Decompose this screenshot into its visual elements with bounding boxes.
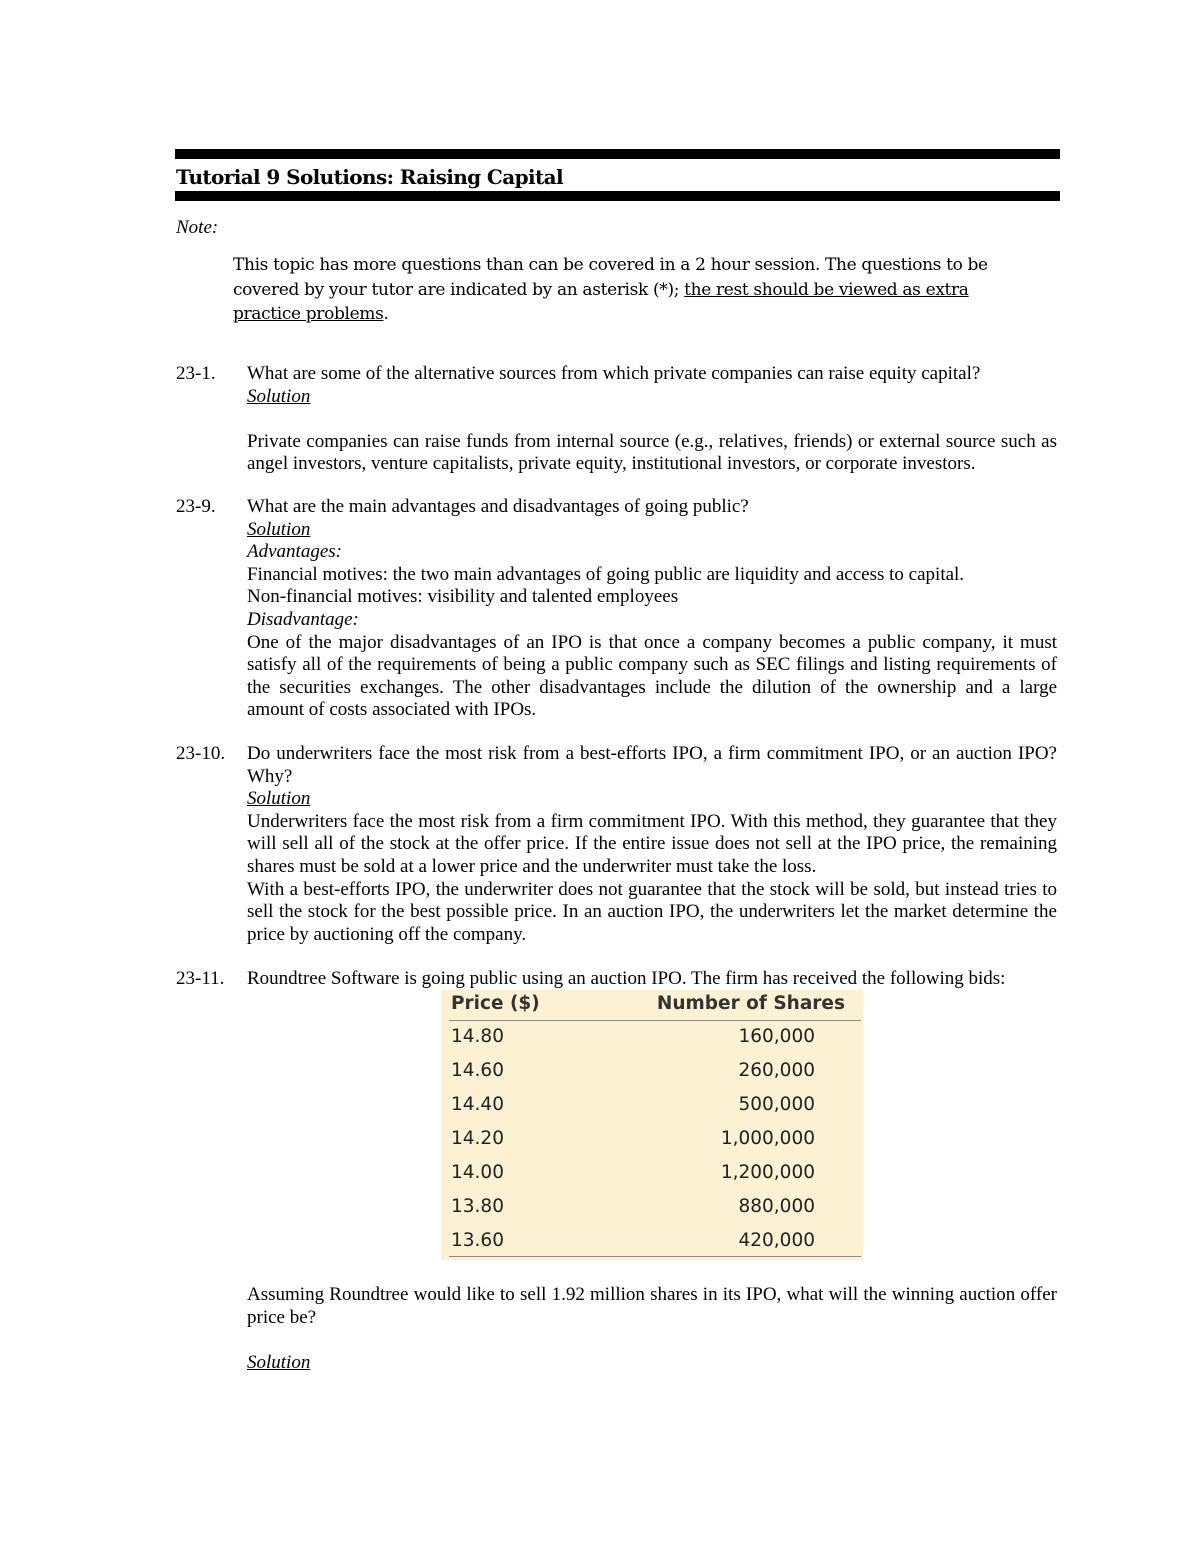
disadvantage-text: One of the major disadvantages of an IPO is that once a company becomes a public company, it must satisfy all of the requirements of being a public company such as SEC filings and listing requirements of the securities exchanges. The other disadvantages include the dilution of the ownership and a large amount of costs associated with IPOs. <box>247 631 1057 721</box>
price-cell: 13.80 <box>451 1196 504 1217</box>
table-bottom-divider <box>449 1256 861 1257</box>
price-cell: 13.60 <box>451 1230 504 1251</box>
shares-cell: 500,000 <box>738 1094 815 1115</box>
question-number-23-10: 23-10. <box>176 743 226 764</box>
solution-answer: Private companies can raise funds from internal source (e.g., relatives, friends) or external source such as angel investors, venture capitalists, private equity, institutional investors, or corporate investors. <box>247 430 1057 475</box>
header-divider <box>449 1020 861 1021</box>
table-row <box>441 1094 863 1124</box>
solution-answer-2: With a best-efforts IPO, the underwriter does not guarantee that the stock will be sold, but instead tries to sell the stock for the best possible price. In an auction IPO, the underwriters let the market determine the price by auctioning off the company. <box>247 878 1057 945</box>
table-row <box>441 1196 863 1226</box>
note-text-end: . <box>383 304 389 324</box>
price-cell: 14.80 <box>451 1026 504 1047</box>
title-rule-bottom <box>175 191 1060 201</box>
question-block-23-1 <box>247 363 1057 476</box>
question-number-23-9: 23-9. <box>176 496 216 517</box>
question-text-23-11: Roundtree Software is going public using an auction IPO. The firm has received the following bids: <box>247 968 1006 989</box>
solution-label: Solution <box>247 385 311 407</box>
bids-table <box>441 990 863 1260</box>
title-rule-top <box>175 149 1060 159</box>
solution-label: Solution <box>247 518 311 540</box>
note-label: Note: <box>176 217 219 238</box>
price-cell: 14.00 <box>451 1162 504 1183</box>
solution-label: Solution <box>247 788 311 810</box>
note-text-underlined: the rest should be viewed as extra practice problems <box>233 279 969 324</box>
financial-motives: Financial motives: the two main advantages of going public are liquidity and access to capital. <box>247 563 965 585</box>
price-cell: 14.40 <box>451 1094 504 1115</box>
shares-cell: 420,000 <box>738 1230 815 1251</box>
question-block-23-11-followup <box>247 1284 1057 1374</box>
disadvantage-label: Disadvantage: <box>247 608 359 630</box>
price-cell: 14.20 <box>451 1128 504 1149</box>
question-text: What are the main advantages and disadvantages of going public? <box>247 496 749 517</box>
note-text-plain: This topic has more questions than can be covered in a 2 hour session. The questions to be covered by your tutor are indicated by an asterisk (*); <box>233 255 988 300</box>
table-row <box>441 1060 863 1090</box>
question-number-23-11: 23-11. <box>176 968 225 989</box>
question-number-23-1: 23-1. <box>176 363 216 384</box>
solution-label: Solution <box>247 1351 311 1373</box>
non-financial-motives: Non-financial motives: visibility and talented employees <box>247 586 679 608</box>
shares-cell: 260,000 <box>738 1060 815 1081</box>
header-number-of-shares: Number of Shares <box>656 993 845 1014</box>
price-cell: 14.60 <box>451 1060 504 1081</box>
table-row <box>441 1026 863 1056</box>
table-row <box>441 1162 863 1192</box>
note-text <box>233 253 1033 327</box>
page-title: Tutorial 9 Solutions: Raising Capital <box>176 165 563 189</box>
shares-cell: 1,000,000 <box>720 1128 815 1149</box>
header-price: Price ($) <box>451 993 540 1014</box>
follow-up-question: Assuming Roundtree would like to sell 1.92 million shares in its IPO, what will the winning auction offer price be? <box>247 1284 1057 1328</box>
question-text: What are some of the alternative sources from which private companies can raise equity capital? <box>247 363 981 384</box>
solution-answer-1: Underwriters face the most risk from a firm commitment IPO. With this method, they guarantee that they will sell all of the stock at the offer price. If the entire issue does not sell at the IPO price, the remaining shares must be sold at a lower price and the underwriter must take the loss. <box>247 810 1057 877</box>
shares-cell: 160,000 <box>738 1026 815 1047</box>
question-text: Do underwriters face the most risk from a best-efforts IPO, a firm commitment IPO, or an auction IPO? Why? <box>247 743 1057 787</box>
table-row <box>441 1128 863 1158</box>
question-block-23-10 <box>247 743 1057 946</box>
shares-cell: 880,000 <box>738 1196 815 1217</box>
question-block-23-9 <box>247 496 1057 722</box>
shares-cell: 1,200,000 <box>720 1162 815 1183</box>
advantages-label: Advantages: <box>247 541 342 563</box>
bids-table-header <box>441 993 863 1019</box>
